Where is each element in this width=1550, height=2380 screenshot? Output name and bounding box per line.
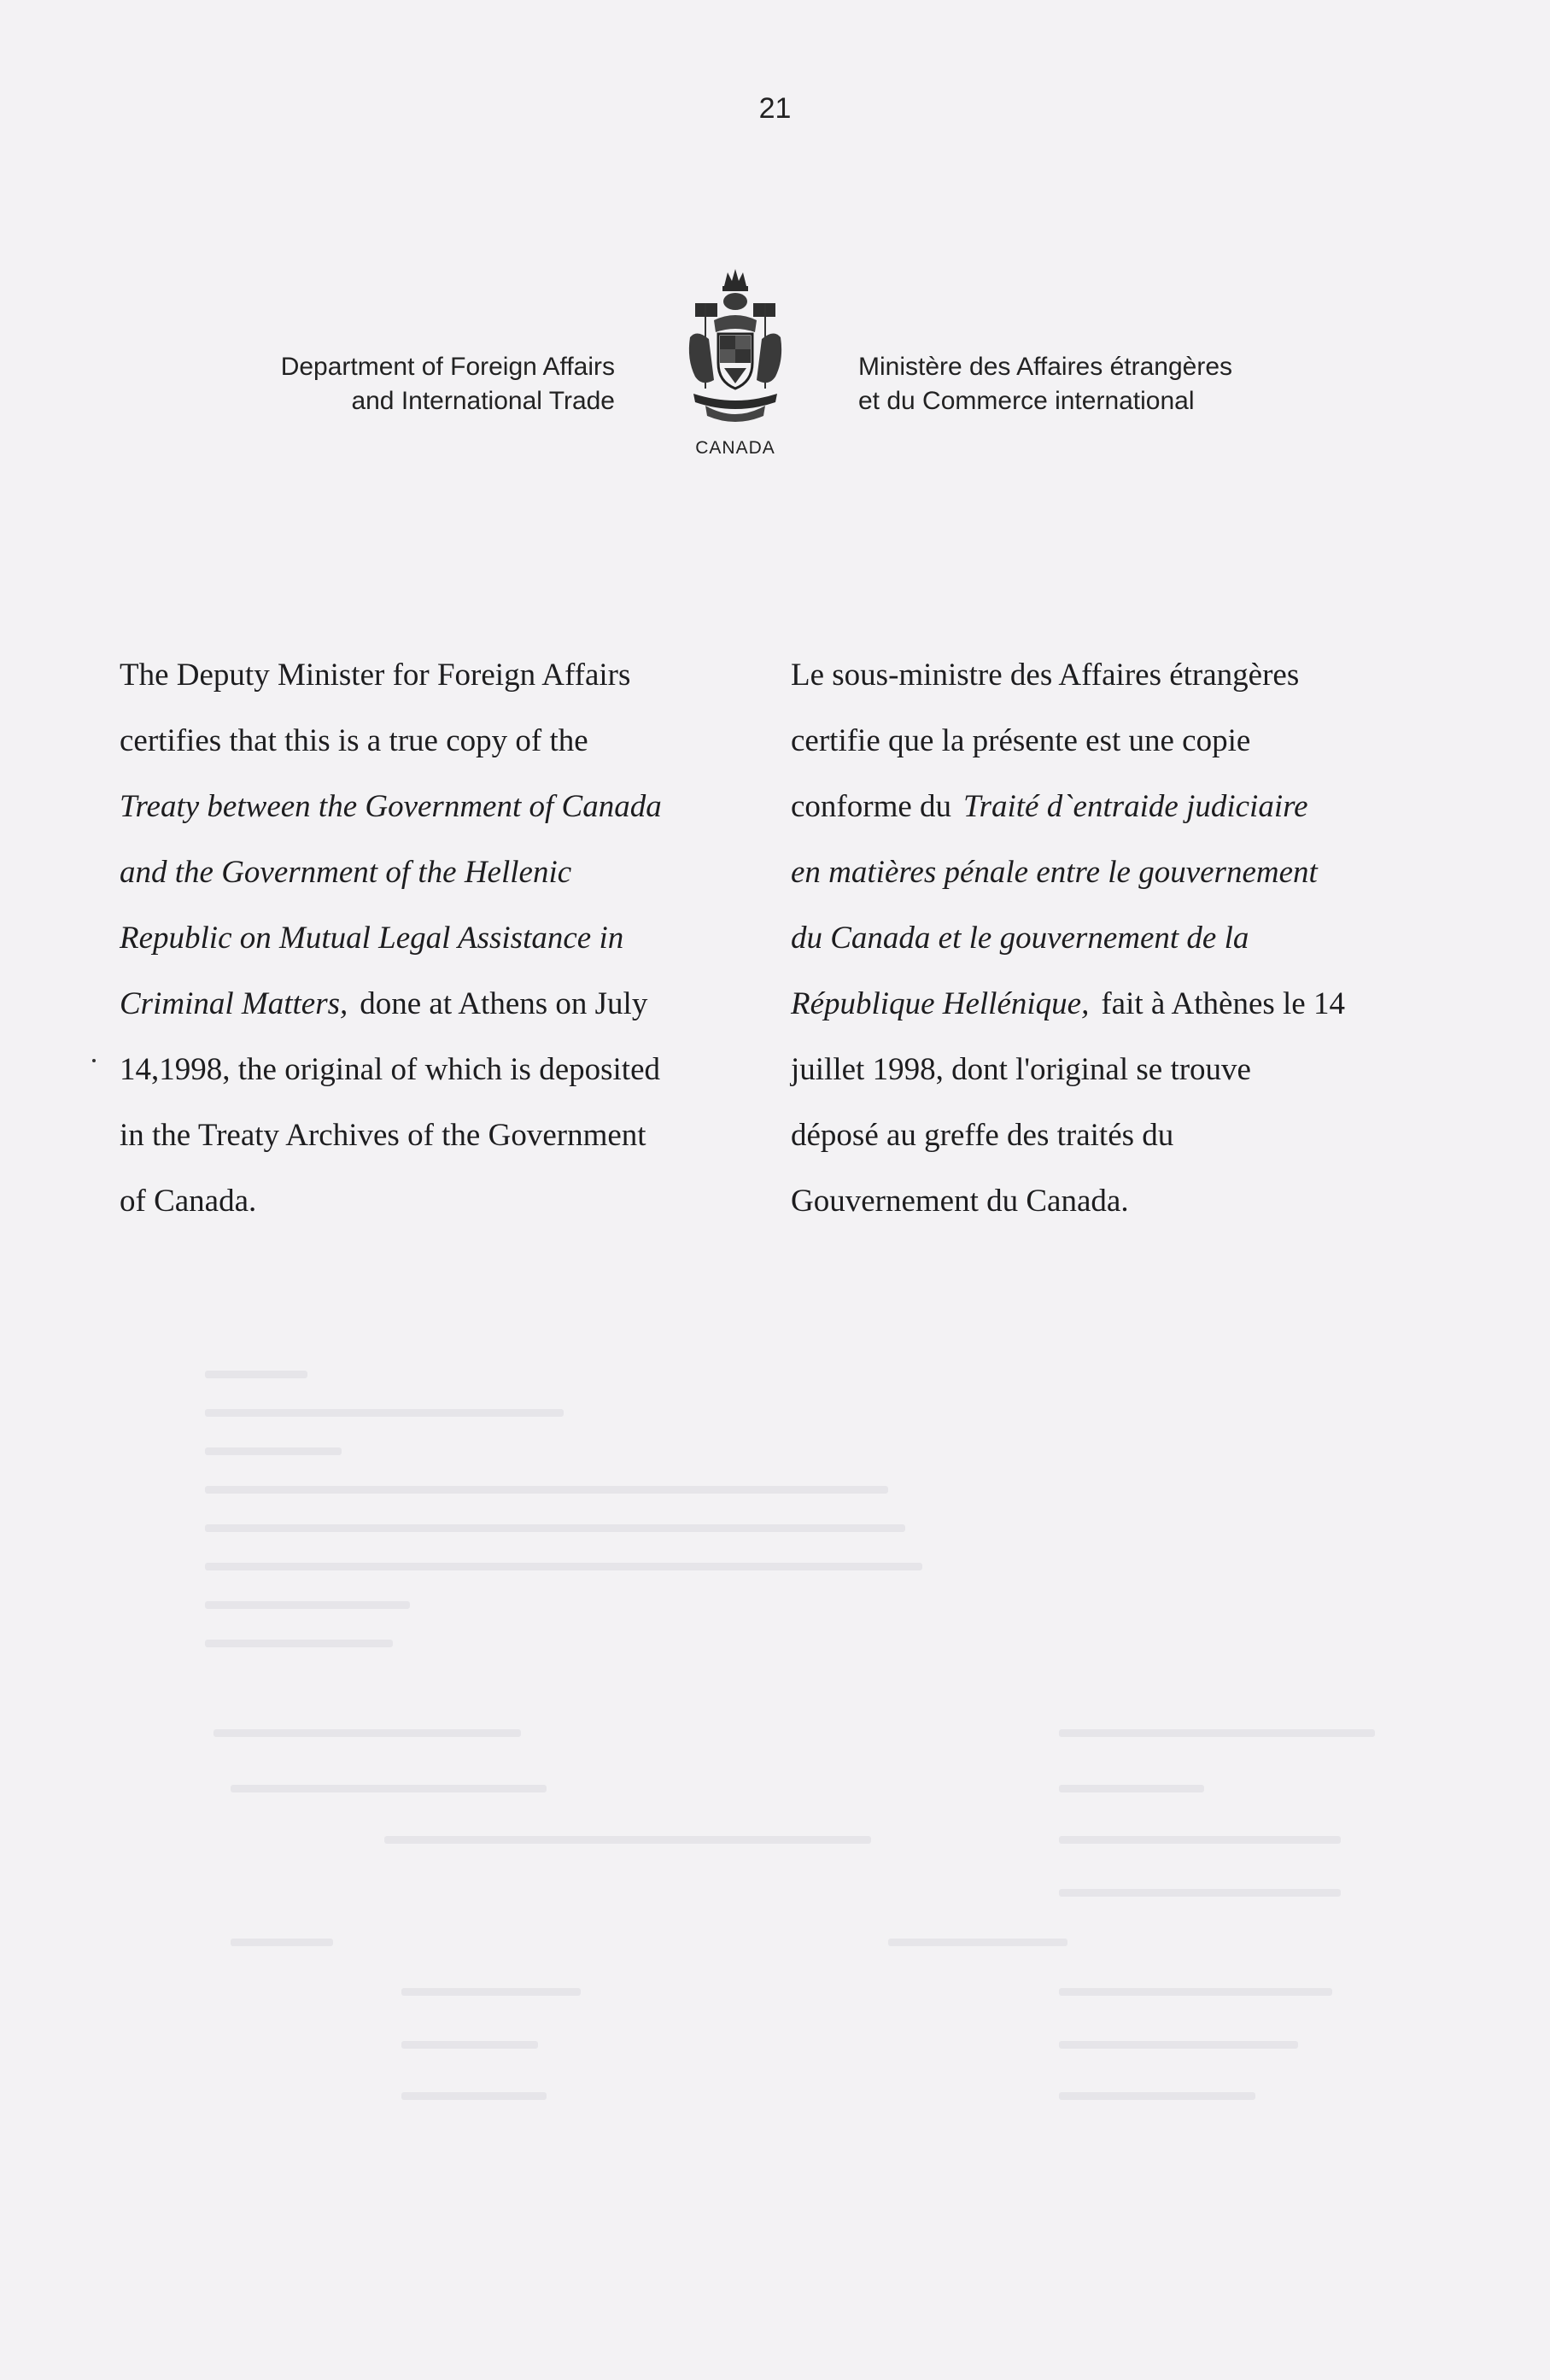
- english-department-line: Department of Foreign Affairs: [280, 353, 615, 381]
- certification-line: [791, 774, 1440, 839]
- certification-line: Le sous-ministre des Affaires étrangères: [791, 658, 1300, 693]
- stray-mark: [92, 1059, 96, 1062]
- certification-text: conforme du: [791, 789, 952, 824]
- certification-line: certifies that this is a true copy of the: [120, 723, 588, 758]
- certification-line: déposé au greffe des traités du: [791, 1118, 1174, 1153]
- certification-line: 14,1998, the original of which is deposited: [120, 1052, 661, 1087]
- french-department-line: Ministère des Affaires étrangères: [858, 353, 1233, 381]
- treaty-title-line: Treaty between the Government of Canada: [120, 789, 662, 824]
- country-label: CANADA: [695, 438, 775, 458]
- treaty-title-line: du Canada et le gouvernement de la: [791, 921, 1249, 956]
- french-department-line: et du Commerce international: [858, 387, 1195, 415]
- page-number: 21: [758, 92, 792, 125]
- english-department-name: [171, 350, 615, 418]
- coat-of-arms-icon: [671, 260, 799, 431]
- certification-text: done at Athens on July: [360, 986, 648, 1021]
- certification-line: of Canada.: [120, 1184, 257, 1219]
- certification-line: Gouvernement du Canada.: [791, 1184, 1129, 1219]
- certification-line: in the Treaty Archives of the Government: [120, 1118, 646, 1153]
- treaty-title-end: Criminal Matters,: [120, 986, 348, 1021]
- certification-line: [120, 971, 734, 1037]
- treaty-title-end: République Hellénique,: [791, 986, 1090, 1021]
- certification-line: certifie que la présente est une copie: [791, 723, 1251, 758]
- certification-line: The Deputy Minister for Foreign Affairs: [120, 658, 631, 693]
- certification-line: [791, 971, 1440, 1037]
- treaty-title-line: Republic on Mutual Legal Assistance in: [120, 921, 624, 956]
- french-department-name: [858, 350, 1337, 418]
- certification-line: juillet 1998, dont l'original se trouve: [791, 1052, 1251, 1087]
- treaty-title-start: Traité d`entraide judiciaire: [963, 789, 1308, 824]
- certification-text: fait à Athènes le 14: [1101, 986, 1345, 1021]
- treaty-title-line: en matières pénale entre le gouvernement: [791, 855, 1318, 890]
- french-certification: [791, 642, 1440, 1234]
- treaty-title-line: and the Government of the Hellenic: [120, 855, 572, 890]
- english-department-line: and International Trade: [351, 387, 615, 415]
- english-certification: [120, 642, 734, 1234]
